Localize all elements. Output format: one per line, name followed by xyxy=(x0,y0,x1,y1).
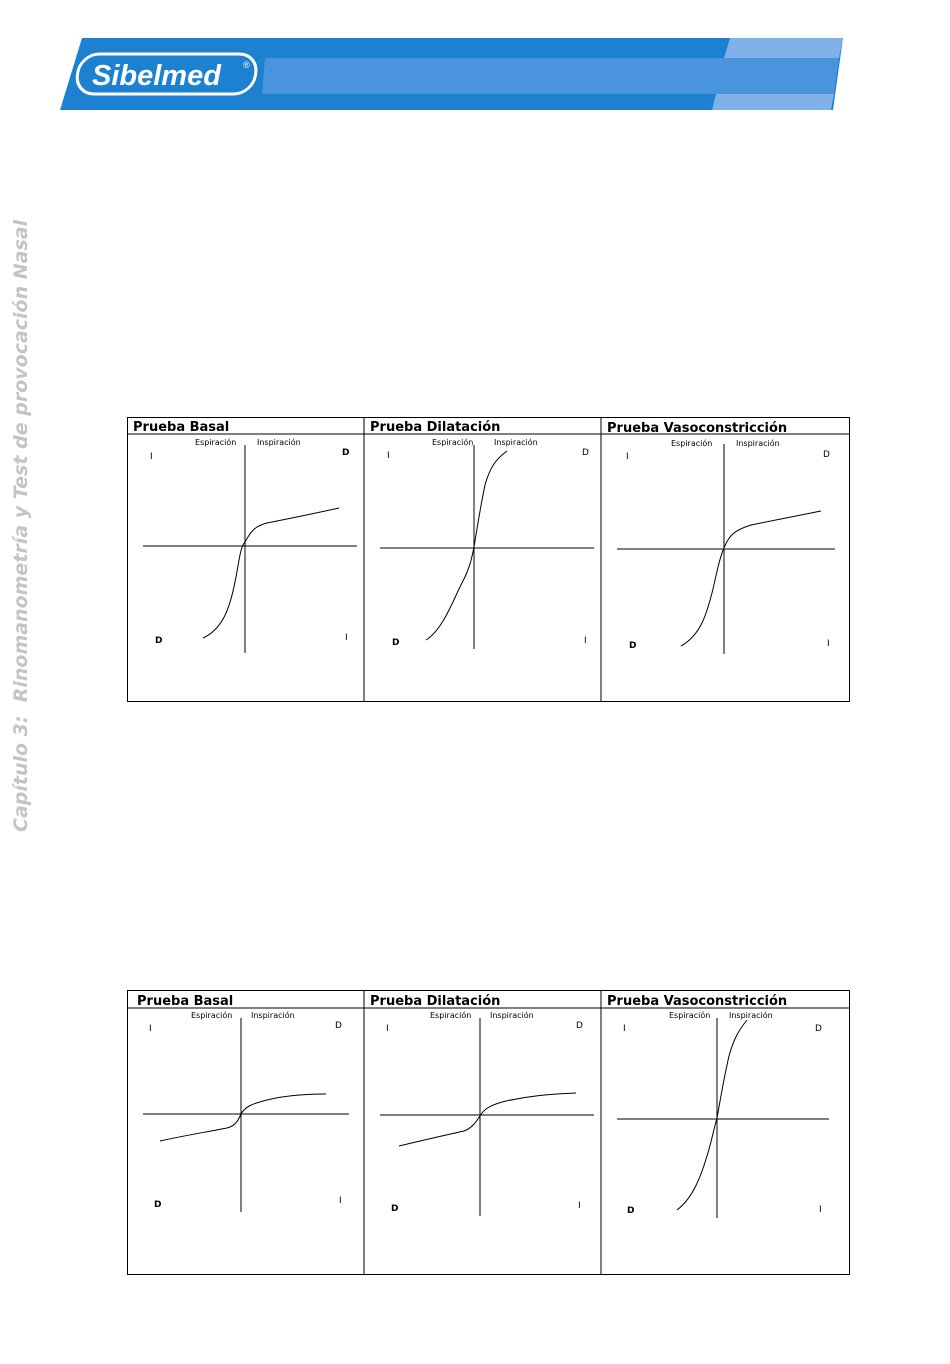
panel-title: Prueba Vasoconstricción xyxy=(607,421,788,436)
label-espiracion: Espiración xyxy=(669,1011,711,1020)
banner-light-top xyxy=(724,38,843,58)
corner-top-left: I xyxy=(623,1024,626,1034)
corner-bottom-right: I xyxy=(827,639,830,649)
label-inspiracion: Inspiración xyxy=(494,438,538,447)
corner-bottom-left: D xyxy=(155,636,163,646)
corner-top-right: D xyxy=(815,1024,822,1034)
corner-bottom-left: D xyxy=(392,638,400,648)
corner-top-left: I xyxy=(150,452,153,462)
corner-top-left: I xyxy=(386,1024,389,1034)
panel-title: Prueba Basal xyxy=(137,994,234,1009)
banner-mid-stripe xyxy=(262,58,839,94)
logo-mark: ® xyxy=(243,60,250,70)
banner-graphic xyxy=(0,0,950,130)
corner-top-right: D xyxy=(823,450,830,460)
figure-frame xyxy=(128,991,850,1275)
corner-bottom-right: I xyxy=(819,1205,822,1215)
banner-light-bottom xyxy=(712,94,834,110)
label-espiracion: Espiración xyxy=(195,438,237,447)
label-inspiracion: Inspiración xyxy=(257,438,301,447)
panel-title: Prueba Dilatación xyxy=(370,994,501,1009)
header-banner xyxy=(0,0,950,130)
rhinomanometry-figure-2 xyxy=(127,990,850,1275)
corner-top-right: D xyxy=(342,448,350,458)
chapter-title-text: Capítulo 3: Rinomanometría y Test de provocación Nasal xyxy=(10,219,32,832)
corner-top-left: I xyxy=(387,451,390,461)
corner-bottom-left: D xyxy=(391,1204,399,1214)
label-inspiracion: Inspiración xyxy=(251,1011,295,1020)
panel-title: Prueba Basal xyxy=(133,420,230,435)
label-inspiracion: Inspiración xyxy=(729,1011,773,1020)
corner-bottom-left: D xyxy=(627,1206,635,1216)
label-espiracion: Espiración xyxy=(191,1011,233,1020)
corner-top-left: I xyxy=(626,452,629,462)
label-espiracion: Espiración xyxy=(671,439,713,448)
logo-text: Sibelmed xyxy=(92,60,221,92)
figure-frame xyxy=(128,418,850,702)
label-espiracion: Espiración xyxy=(432,438,474,447)
corner-top-left: I xyxy=(149,1024,152,1034)
label-espiracion: Espiración xyxy=(430,1011,472,1020)
corner-bottom-right: I xyxy=(584,636,587,646)
panel-title: Prueba Vasoconstricción xyxy=(607,994,788,1009)
chapter-side-title xyxy=(4,150,34,840)
label-inspiracion: Inspiración xyxy=(736,439,780,448)
corner-bottom-right: I xyxy=(578,1201,581,1211)
corner-bottom-right: I xyxy=(345,633,348,643)
label-inspiracion: Inspiración xyxy=(490,1011,534,1020)
corner-bottom-left: D xyxy=(629,641,637,651)
corner-bottom-right: I xyxy=(339,1196,342,1206)
panel-title: Prueba Dilatación xyxy=(370,420,501,435)
corner-bottom-left: D xyxy=(154,1200,162,1210)
rhinomanometry-figure-1 xyxy=(127,417,850,702)
corner-top-right: D xyxy=(576,1021,583,1031)
corner-top-right: D xyxy=(335,1021,342,1031)
corner-top-right: D xyxy=(582,448,589,458)
